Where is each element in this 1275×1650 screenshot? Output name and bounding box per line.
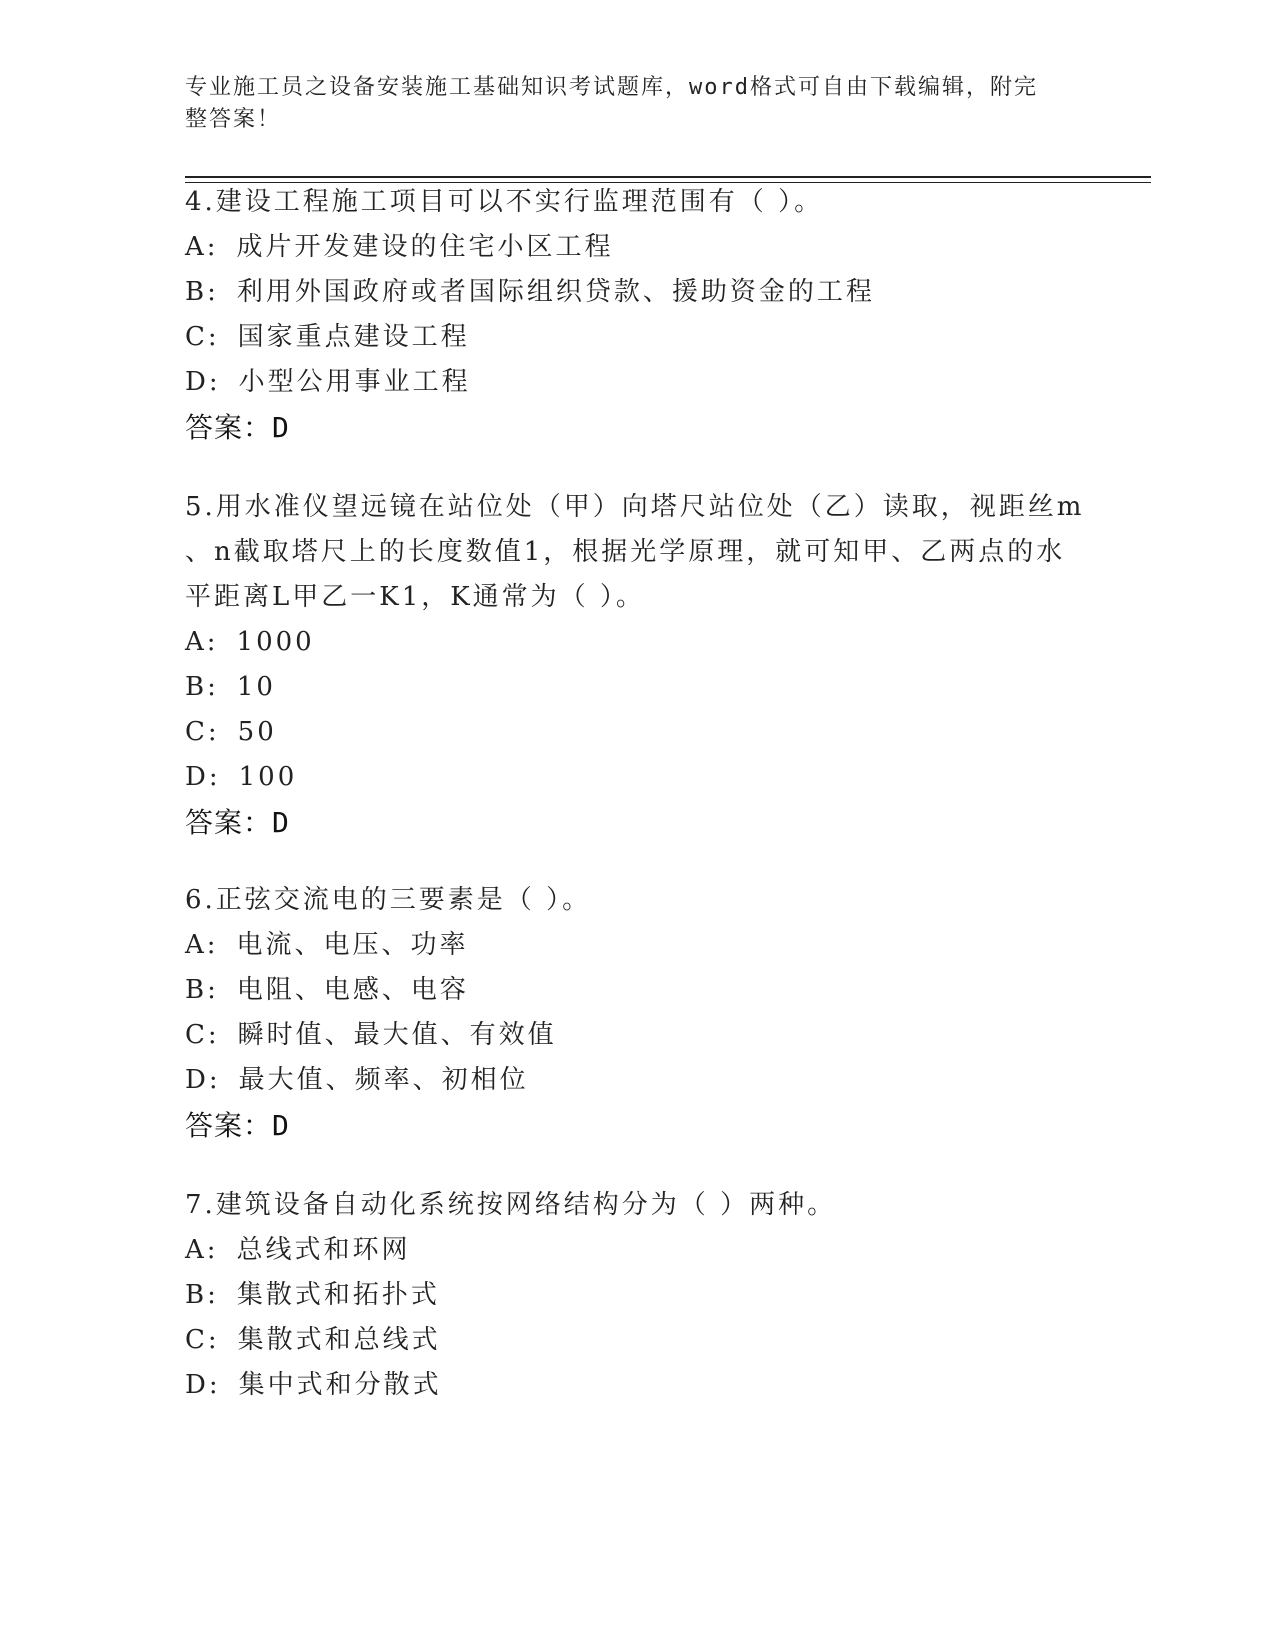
option-b xyxy=(185,665,1085,710)
option-a xyxy=(185,225,1085,270)
header-divider-thick xyxy=(185,176,1151,178)
option-d xyxy=(185,755,1085,800)
option-c xyxy=(185,315,1085,360)
option-c xyxy=(185,1318,1085,1363)
document-header xyxy=(185,72,1065,136)
question-text: 平距离L甲乙一K1，K通常为（ ）。 xyxy=(185,582,645,612)
option-letter: A: xyxy=(185,930,219,960)
option-a xyxy=(185,620,1085,665)
option-c xyxy=(185,1013,1085,1058)
option-c xyxy=(185,710,1085,755)
option-text: 最大值、频率、初相位 xyxy=(238,1065,529,1095)
option-letter: C: xyxy=(185,1020,220,1050)
option-letter: A: xyxy=(185,1235,219,1265)
option-text: 100 xyxy=(238,762,298,792)
option-letter: A: xyxy=(185,627,219,657)
option-letter: D: xyxy=(185,367,221,397)
option-text: 10 xyxy=(236,672,276,702)
question-text: 7.建筑设备自动化系统按网络结构分为（ ）两种。 xyxy=(185,1190,837,1220)
option-a xyxy=(185,923,1085,968)
option-text: 小型公用事业工程 xyxy=(238,367,471,397)
option-text: 电流、电压、功率 xyxy=(236,930,469,960)
option-text: 电阻、电感、电容 xyxy=(236,975,469,1005)
option-b xyxy=(185,1273,1085,1318)
option-letter: B: xyxy=(185,975,219,1005)
option-text: 利用外国政府或者国际组织贷款、援助资金的工程 xyxy=(236,277,875,307)
option-letter: D: xyxy=(185,1065,221,1095)
option-letter: D: xyxy=(185,1370,221,1400)
option-letter: D: xyxy=(185,762,221,792)
answer: 答案：D xyxy=(185,411,290,444)
option-d xyxy=(185,1058,1085,1103)
option-text: 集散式和总线式 xyxy=(237,1325,441,1355)
option-letter: C: xyxy=(185,717,220,747)
question-4 xyxy=(185,180,1085,450)
question-7 xyxy=(185,1183,1085,1408)
question-5 xyxy=(185,485,1085,845)
question-text: 6.正弦交流电的三要素是（ ）。 xyxy=(185,885,592,915)
option-text: 瞬时值、最大值、有效值 xyxy=(237,1020,557,1050)
answer: 答案：D xyxy=(185,806,290,839)
question-text: 5.用水准仪望远镜在站位处（甲）向塔尺站位处（乙）读取，视距丝m xyxy=(185,492,1085,522)
option-b xyxy=(185,968,1085,1013)
option-d xyxy=(185,1363,1085,1408)
option-text: 集散式和拓扑式 xyxy=(236,1280,440,1310)
option-letter: B: xyxy=(185,277,219,307)
option-letter: C: xyxy=(185,1325,220,1355)
option-text: 国家重点建设工程 xyxy=(237,322,470,352)
question-text: 、n截取塔尺上的长度数值1，根据光学原理，就可知甲、乙两点的水 xyxy=(185,537,1066,567)
option-a xyxy=(185,1228,1085,1273)
option-text: 集中式和分散式 xyxy=(238,1370,442,1400)
option-b xyxy=(185,270,1085,315)
option-letter: A: xyxy=(185,232,219,262)
option-text: 1000 xyxy=(236,627,315,657)
question-text: 4.建设工程施工项目可以不实行监理范围有（ ）。 xyxy=(185,187,824,217)
option-letter: B: xyxy=(185,1280,219,1310)
question-6 xyxy=(185,878,1085,1148)
option-text: 50 xyxy=(237,717,277,747)
header-line-1: 专业施工员之设备安装施工基础知识考试题库，word格式可自由下载编辑，附完 xyxy=(185,75,1038,100)
option-letter: B: xyxy=(185,672,219,702)
option-text: 成片开发建设的住宅小区工程 xyxy=(236,232,614,262)
option-d xyxy=(185,360,1085,405)
option-letter: C: xyxy=(185,322,220,352)
answer: 答案：D xyxy=(185,1109,290,1142)
header-line-2: 整答案！ xyxy=(185,107,282,132)
option-text: 总线式和环网 xyxy=(236,1235,411,1265)
